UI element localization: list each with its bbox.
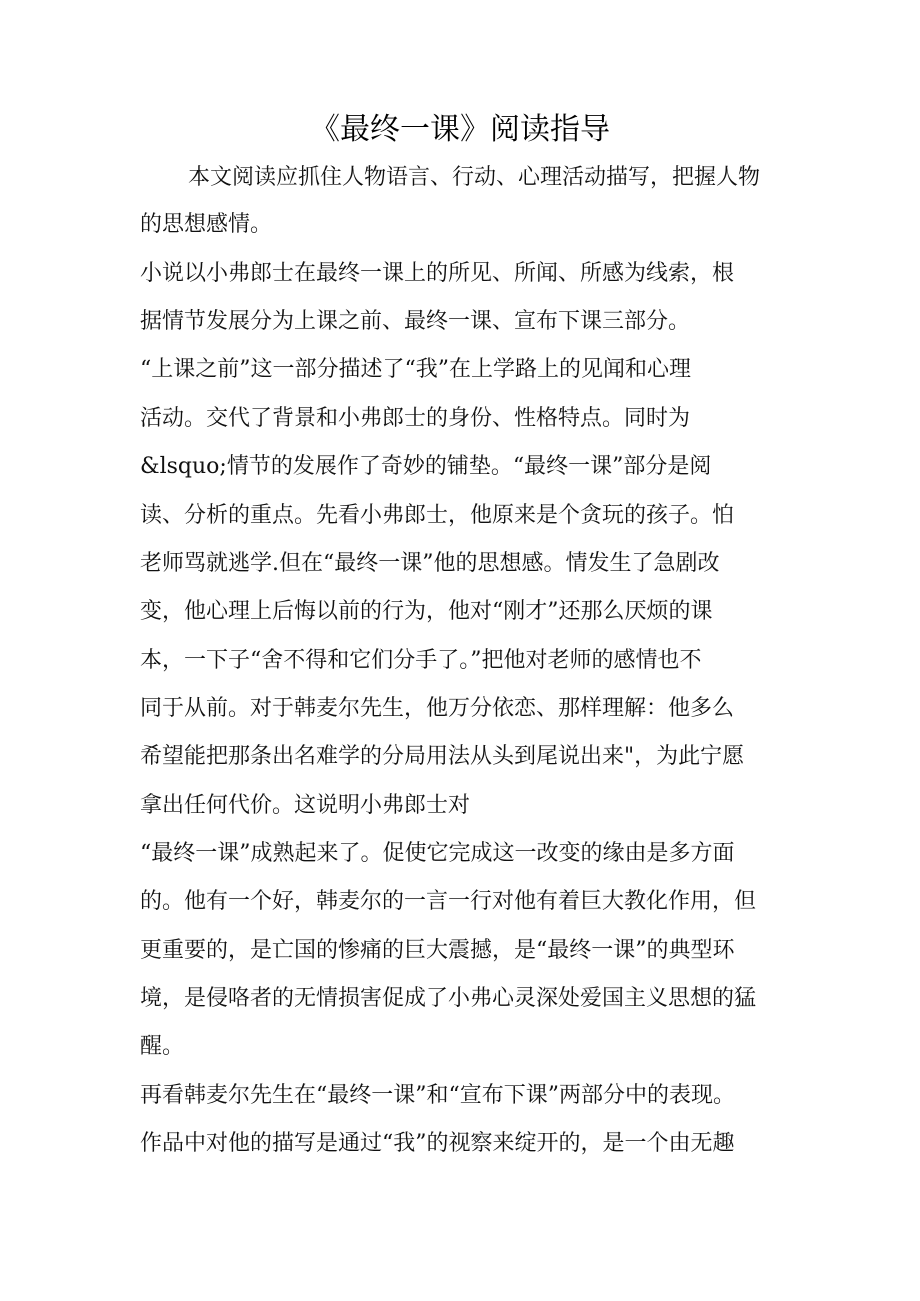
- text-line: 活动。交代了背景和小弗郎士的身份、性格特点。同时为: [140, 406, 691, 431]
- text-line: 变，他心理上后悔以前的行为，他对“刚才”还那么厌烦的课: [140, 599, 713, 624]
- text-line: 的。他有一个好，韩麦尔的一言一行对他有着巨大教化作用，但: [140, 889, 757, 914]
- text-line: 老师骂就逃学.但在“最终一课”他的思想感。情发生了急剧改: [140, 551, 720, 576]
- document-title: 《最终一课》阅读指导: [310, 112, 610, 147]
- text-line: 的思想感情。: [140, 212, 273, 237]
- text-line: 读、分析的重点。先看小弗郎士，他原来是个贪玩的孩子。怕: [140, 503, 735, 528]
- text-line: 再看韩麦尔先生在“最终一课”和“宣布下课”两部分中的表现。: [140, 1083, 735, 1108]
- text-line: 醒。: [140, 1034, 185, 1059]
- text-line: “最终一课”成熟起来了。促使它完成这一改变的缘由是多方面: [140, 841, 735, 866]
- text-line: 更重要的，是亡国的惨痛的巨大震撼，是“最终一课”的典型环: [140, 938, 735, 963]
- text-line: 希望能把那条出名难学的分局用法从头到尾说出来"，为此宁愿: [140, 744, 745, 769]
- text-line: 拿出任何代价。这说明小弗郎士对: [140, 793, 471, 818]
- text-line: &lsquo;情节的发展作了奇妙的铺垫。“最终一课”部分是阅: [140, 454, 712, 479]
- text-line: 境，是侵咯者的无情损害促成了小弗心灵深处爱国主义思想的猛: [140, 986, 757, 1011]
- text-line: 本文阅读应抓住人物语言、行动、心理活动描写，把握人物: [188, 165, 761, 190]
- text-line: 据情节发展分为上课之前、最终一课、宣布下课三部分。: [140, 309, 691, 334]
- text-line: “上课之前”这一部分描述了“我”在上学路上的见闻和心理: [140, 357, 691, 382]
- text-line: 作品中对他的描写是通过“我”的视察来绽开的，是一个由无趣: [140, 1131, 735, 1156]
- text-line: 小说以小弗郎士在最终一课上的所见、所闻、所感为线索，根: [140, 261, 735, 286]
- text-line: 本，一下子“舍不得和它们分手了。”把他对老师的感情也不: [140, 648, 702, 673]
- text-line: 同于从前。对于韩麦尔先生，他万分依恋、那样理解：他多么: [140, 696, 735, 721]
